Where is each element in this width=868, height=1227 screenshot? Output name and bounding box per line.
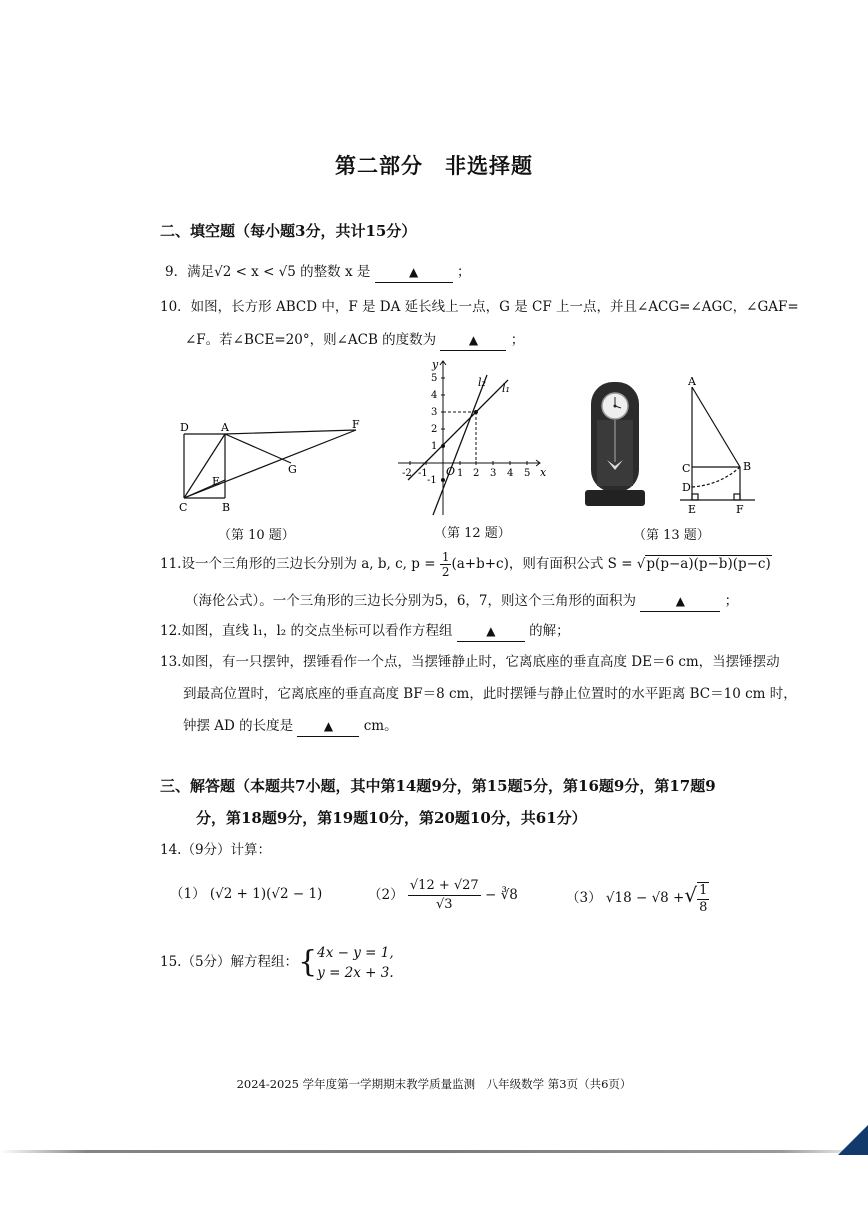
question-10-line1: 10．如图，长方形 ABCD 中，F 是 DA 延长线上一点，G 是 CF 上一点，并且∠ACG=∠AGC，∠GAF= (160, 299, 799, 315)
y-tick: 3 (431, 407, 438, 418)
section2-heading: 二、填空题（每小题3分，共计15分） (160, 222, 417, 240)
question-9: 9．满足√2 < x < √5 的整数 x 是 ▲ ； (165, 262, 470, 283)
q14-part2-fraction: $\frac{√12 + √27}{√3}$ (409, 878, 479, 912)
question-13-line3: 钟摆 AD 的长度是 ▲ cm。 (183, 716, 398, 737)
q14-part3: （3） √18 − √8 +√ $\frac{1}{8}$ (566, 882, 708, 915)
q13-answer-blank[interactable]: ▲ (297, 716, 359, 737)
scan-corner-mark (838, 1125, 868, 1155)
heron-radicand: p(p−a)(p−b)(p−c) (646, 556, 771, 572)
fig10-label-G: G (288, 463, 297, 476)
question-12: 12.如图，直线 l₁，l₂ 的交点坐标可以看作方程组 ▲ 的解； (160, 621, 570, 642)
line-l1-label: l₁ (502, 382, 510, 395)
x-axis-label: x (540, 466, 547, 479)
q14-part2: （2） $\frac{√12 + √27}{√3}$ − ∛8 (368, 878, 518, 912)
l2-y-intercept (441, 478, 445, 482)
y-tick: 1 (431, 441, 438, 452)
fig13-label-B: B (743, 460, 752, 473)
y-axis-label: y (432, 358, 439, 371)
fig13-label-C: C (682, 462, 691, 475)
y-tick: 4 (431, 390, 438, 401)
scan-edge-line (0, 1150, 868, 1153)
x-tick: -2 (402, 468, 412, 479)
section3-heading-line1: 三、解答题（本题共7小题，其中第14题9分，第15题5分，第16题9分，第17题9 (160, 777, 716, 795)
fig13-label-D: D (682, 481, 691, 494)
x-tick: -1 (418, 468, 428, 479)
fig10-label-D: D (180, 421, 189, 434)
question-15: 15.（5分）解方程组：{ 4x − y = 1, y = 2x + 3. (160, 944, 394, 981)
fig10-label-B: B (222, 501, 231, 514)
q9-answer-blank[interactable]: ▲ (375, 262, 453, 283)
page-footer: 2024-2025 学年度第一学期期末教学质量监测 八年级数学 第3页（共6页） (236, 1077, 632, 1091)
intersection-point (474, 410, 478, 414)
fig10-label-F: F (352, 418, 360, 431)
q12-answer-blank[interactable]: ▲ (457, 621, 525, 642)
l1-y-intercept (441, 444, 445, 448)
fig13-label-A: A (688, 375, 696, 388)
y-tick: -1 (427, 475, 437, 486)
x-tick: 3 (490, 468, 497, 479)
question-11-line2: （海伦公式）。一个三角形的三边长分别为5，6，7，则这个三角形的面积为 ▲ ； (185, 591, 738, 612)
x-tick: 2 (473, 468, 480, 479)
figure-10-caption: （第 10 题） (218, 528, 295, 543)
q14-part3-fraction: $\frac{1}{8}$ (699, 882, 708, 915)
equation-system: 4x − y = 1, y = 2x + 3. (317, 944, 394, 981)
figure-12-graph (390, 355, 555, 520)
figure-13-caption: （第 13 题） (633, 528, 710, 543)
question-13-line2: 到最高位置时，它离底座的垂直高度 BF＝8 cm，此时摆锤与静止位置时的水平距离 BC＝10 cm 时， (183, 686, 797, 702)
fig10-label-C: C (179, 501, 188, 514)
figure-10-diagram (170, 415, 370, 515)
question-11-line1: 11.设一个三角形的三边长分别为 a, b, c, p = $\frac{1}{2}$ (a+b+c)，则有面积公式 S = √p(p−a)(p−b)(p−c) (160, 550, 771, 579)
page-title: 第二部分 非选择题 (335, 153, 533, 178)
question-10-line2: ∠F。若∠BCE=20°，则∠ACB 的度数为 ▲ ； (185, 330, 524, 351)
x-tick: 4 (507, 468, 514, 479)
fig13-label-F: F (736, 503, 744, 516)
y-tick: 2 (431, 424, 438, 435)
figure-12-caption: （第 12 题） (434, 526, 511, 541)
origin-label: O (446, 465, 456, 478)
y-tick: 5 (431, 373, 438, 384)
fig10-label-A: A (221, 421, 229, 434)
fig13-label-E: E (688, 503, 697, 516)
figure-13-diagram (670, 375, 765, 520)
question-13-line1: 13.如图，有一只摆钟，摆锤看作一个点，当摆锤静止时，它离底座的垂直高度 DE＝6 cm，当摆锤摆动 (160, 654, 780, 670)
fig10-label-E: E (212, 475, 221, 488)
q10-answer-blank[interactable]: ▲ (440, 330, 506, 351)
x-tick: 5 (524, 468, 531, 479)
x-tick: 1 (457, 468, 464, 479)
q14-part1-expression: (√2 + 1)(√2 − 1) (209, 886, 323, 902)
q14-part1: （1） (√2 + 1)(√2 − 1) (170, 886, 323, 902)
section3-heading-line2: 分，第18题9分，第19题10分，第20题10分，共61分） (196, 809, 587, 827)
pendulum-clock-illustration (585, 380, 645, 515)
question-14-title: 14.（9分）计算： (160, 842, 272, 858)
line-l2-label: l₂ (478, 376, 486, 389)
q9-text: 9．满足√2 < x < √5 的整数 x 是 (165, 264, 371, 280)
q11-answer-blank[interactable]: ▲ (640, 591, 720, 612)
fraction-one-half: $\frac{1}{2}$ (441, 550, 450, 579)
